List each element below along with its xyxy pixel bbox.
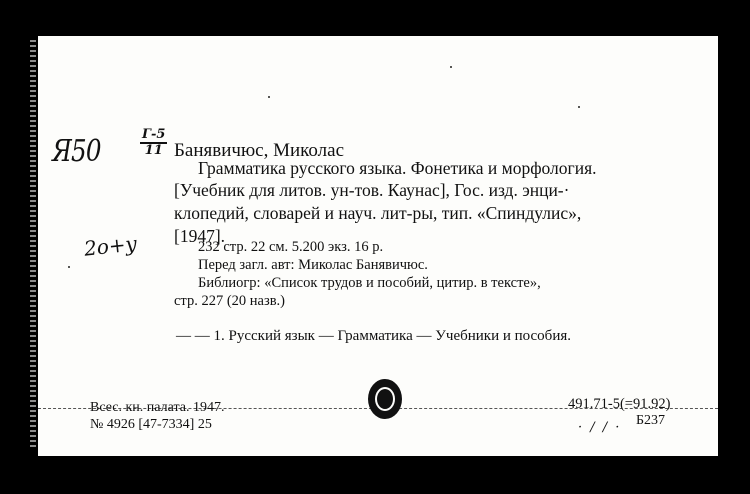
- scan-speck: [450, 66, 452, 68]
- scan-speck: [578, 106, 580, 108]
- description-line: 232 стр. 22 см. 5.200 экз. 16 р.: [198, 239, 384, 255]
- shelf-fraction-bottom: 11: [144, 143, 163, 158]
- cutter-marks: · / / ·: [578, 420, 622, 435]
- handwritten-code: 2о+у: [82, 231, 139, 261]
- shelf-fraction: [140, 128, 167, 158]
- scan-speck: [268, 96, 270, 98]
- author-heading: Банявичюс, Миколас: [174, 140, 344, 161]
- description-line: Перед загл. авт: Миколас Банявичюс.: [198, 257, 428, 273]
- title-line: [Учебник для литов. ун-тов. Каунас], Гос. изд. энци-·: [174, 180, 570, 200]
- registry-number: № 4926 [47-7334] 25: [90, 417, 212, 432]
- description-line: стр. 227 (20 назв.): [174, 293, 286, 309]
- title-line: Грамматика русского языка. Фонетика и морфология.: [198, 158, 597, 178]
- title-line: клопедий, словарей и науч. лит-ры, тип. «Спиндулис»,: [174, 203, 582, 223]
- cutter-number: Б237: [636, 413, 666, 428]
- catalog-card: [38, 36, 718, 456]
- punch-hole: [368, 379, 402, 419]
- registry-line: Всес. кн. палата. 1947.: [90, 400, 225, 415]
- subject-heading: — — 1. Русский язык — Грамматика — Учебники и пособия.: [176, 328, 571, 344]
- classification-code: 491.71-5(=91.92): [568, 396, 671, 412]
- description-line: Библиогр: «Список трудов и пособий, цитир. в тексте»,: [198, 275, 541, 291]
- scan-edge-noise: [30, 40, 36, 450]
- shelf-fraction-top: Г-5: [142, 127, 166, 142]
- scan-speck: [68, 266, 70, 268]
- title-line: [1947].: [174, 226, 226, 246]
- shelfmark: Я50: [52, 134, 101, 169]
